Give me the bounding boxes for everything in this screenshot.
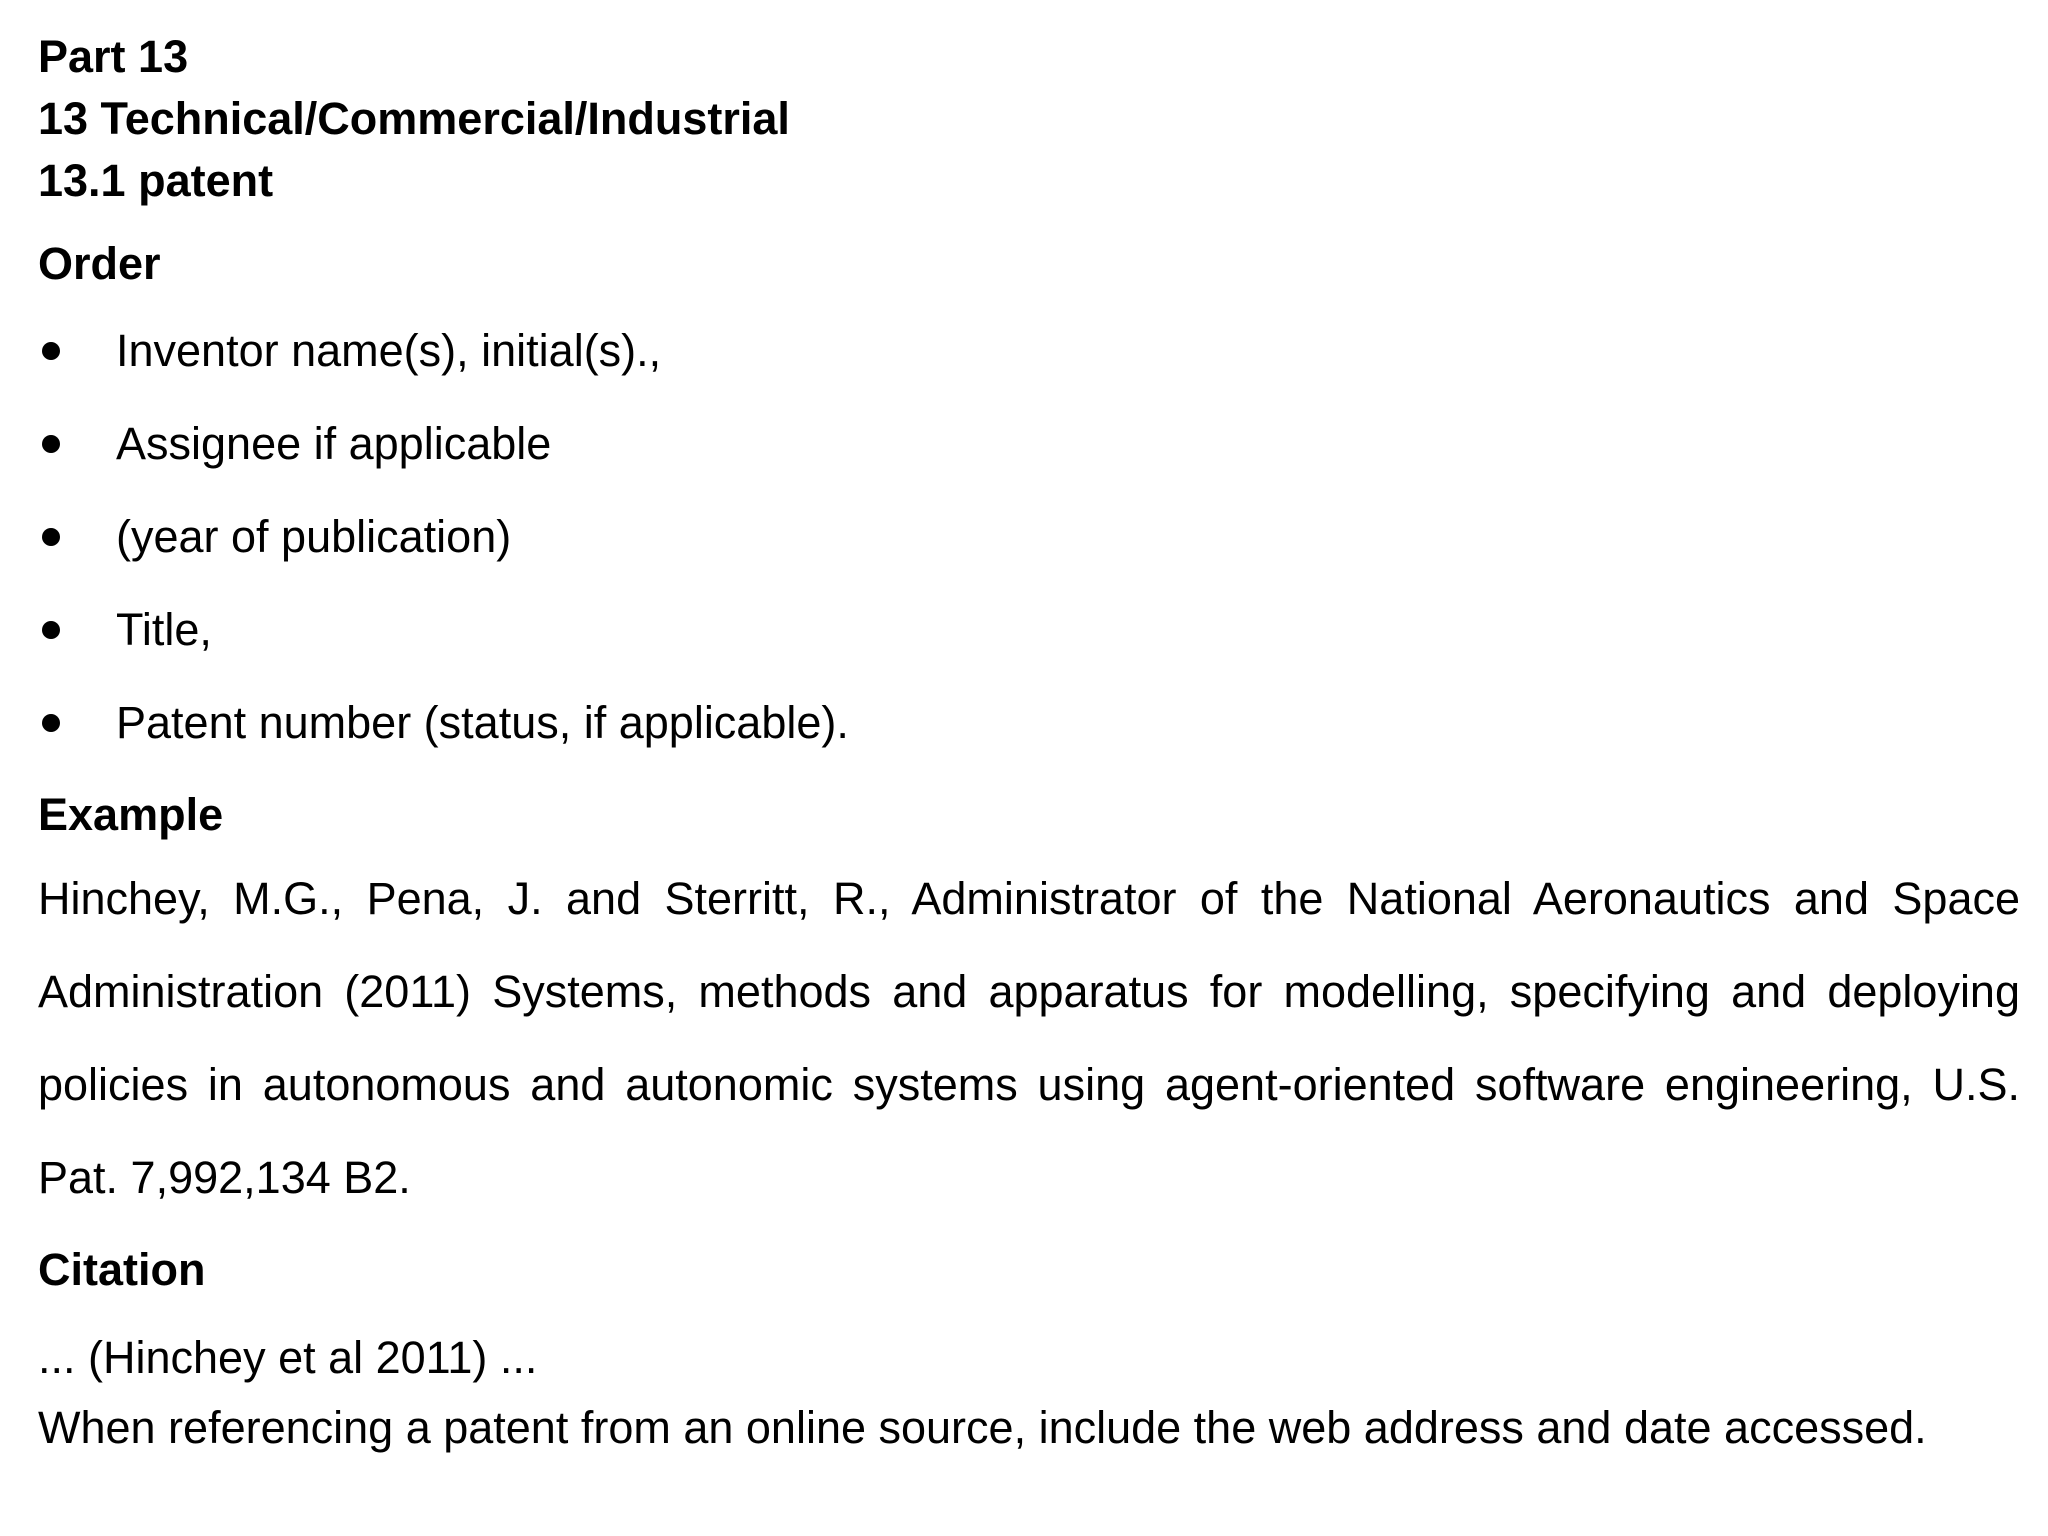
online-source-note: When referencing a patent from an online source, include the web address and date accessed. [38,1402,1927,1453]
bullet-icon [42,714,60,732]
document-page [38,26,2024,1463]
order-list-item [38,583,2024,676]
bullet-icon [42,342,60,360]
order-list-item [38,676,2024,769]
order-list [38,304,2024,769]
order-item-text: Patent number (status, if applicable). [116,697,849,748]
order-item-text: Title, [116,604,212,655]
order-list-item [38,304,2024,397]
citation-text: ... (Hinchey et al 2011) ... [38,1332,538,1383]
subsection-heading: 13.1 patent [38,155,274,206]
order-item-text: Inventor name(s), initial(s)., [116,325,662,376]
order-list-item [38,490,2024,583]
part-heading: Part 13 [38,31,189,82]
section-heading: 13 Technical/Commercial/Industrial [38,93,790,144]
order-list-item [38,397,2024,490]
order-item-text: Assignee if applicable [116,418,552,469]
bullet-icon [42,621,60,639]
example-reference-text: Hinchey, M.G., Pena, J. and Sterritt, R., Administrator of the National Aeronautics and Space Administration (2011) Systems, methods and apparatus for modelling, specifying and deploying policies in autonomous and autonomic systems using agent-oriented software engineering, U.S. Pat. 7,992,134 B2. [38,873,2020,1203]
bullet-icon [42,435,60,453]
order-label: Order [38,238,161,289]
bullet-icon [42,528,60,546]
example-label: Example [38,789,224,840]
order-item-text: (year of publication) [116,511,512,562]
citation-label: Citation [38,1244,206,1295]
